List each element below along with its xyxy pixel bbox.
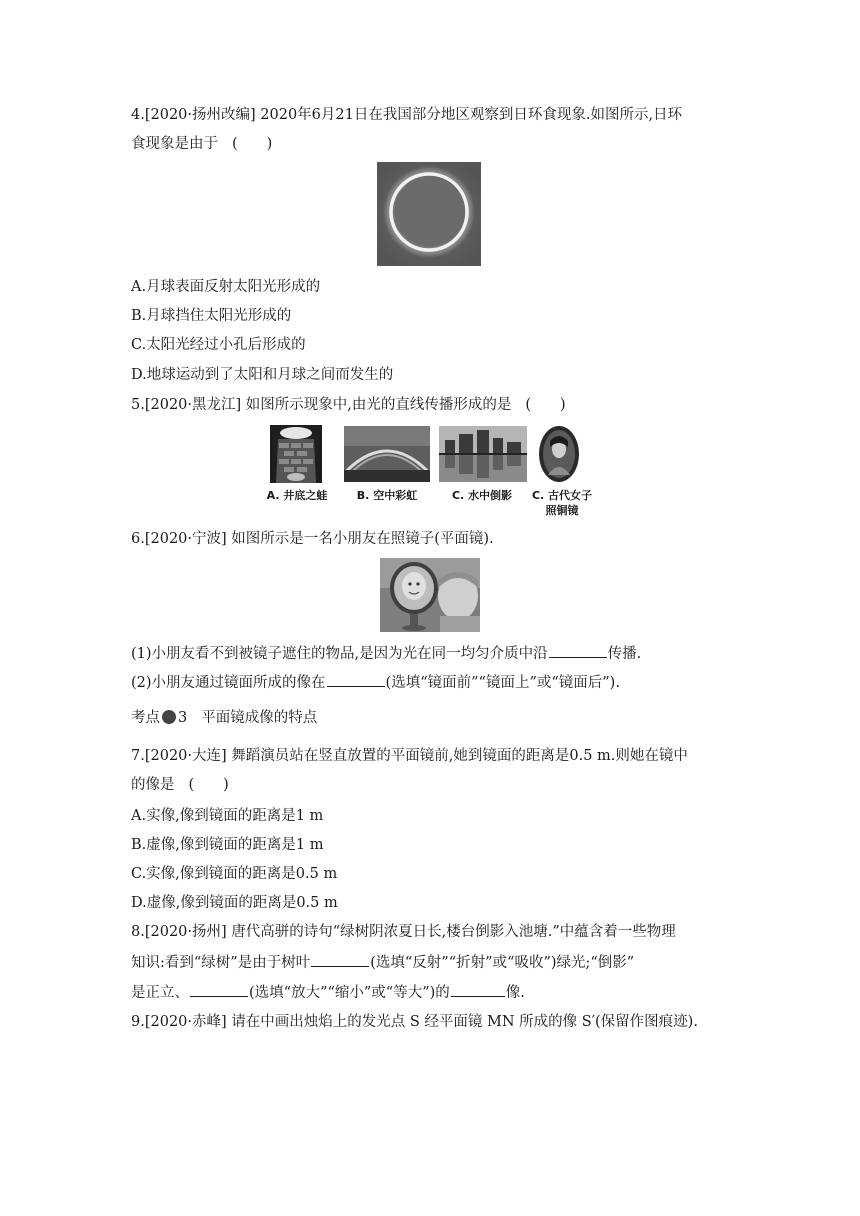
q5-stem-text: 5.[2020·黑龙江] 如图所示现象中,由光的直线传播形成的是 [131, 397, 512, 413]
q5-caption-b: B. 空中彩虹 [356, 489, 418, 502]
q9-stem: 9.[2020·赤峰] 请在中画出烛焰上的发光点 S 经平面镜 MN 所成的像 S′(保留作图痕迹). [131, 1014, 698, 1030]
q7-stem-text: 的像是 [131, 777, 175, 793]
q7-option-c: C.实像,像到镜面的距离是0.5 m [131, 866, 338, 882]
q4-option-a: A.月球表面反射太阳光形成的 [131, 279, 321, 295]
annular-eclipse-photo [377, 162, 481, 266]
q5-stem [131, 395, 566, 415]
q8-stem-line1: 8.[2020·扬州] 唐代高骈的诗句“绿树阴浓夏日长,楼台倒影入池塘.”中蕴含着一些物理 [131, 924, 676, 940]
q6-stem: 6.[2020·宁波] 如图所示是一名小朋友在照镜子(平面镜). [131, 531, 494, 547]
q5-answer-paren: ( ) [525, 397, 566, 413]
q4-stem-text: 食现象是由于 [131, 136, 218, 152]
q8-blank-2[interactable] [190, 982, 248, 997]
q4-option-b: B.月球挡住太阳光形成的 [131, 308, 292, 324]
section-bullet-icon [162, 710, 176, 724]
q6-child-mirror-photo [380, 558, 480, 632]
section-title: 平面镜成像的特点 [201, 710, 318, 726]
q6-sub1-answer-blank[interactable] [549, 643, 607, 658]
section-heading [131, 708, 317, 728]
q7-answer-paren: ( ) [188, 777, 229, 793]
q8-line3-text-mid: (选填“放大”“缩小”或“等大”)的 [249, 985, 450, 1001]
q5-caption-c: C. 水中倒影 [451, 489, 513, 502]
q7-option-d: D.虚像,像到镜面的距离是0.5 m [131, 895, 338, 911]
q4-stem-line2 [131, 134, 272, 154]
q7-option-b: B.虚像,像到镜面的距离是1 m [131, 837, 324, 853]
q4-answer-paren: ( ) [232, 136, 273, 152]
q6-sub2 [131, 672, 620, 693]
q8-stem-line3 [131, 982, 525, 1003]
q6-sub2-text-before: (2)小朋友通过镜面所成的像在 [131, 675, 326, 691]
q8-stem-line2 [131, 952, 634, 973]
q8-line3-text-after: 像. [505, 985, 525, 1001]
q5-caption-d-line2: 照铜镜 [545, 504, 579, 517]
q7-stem-line2 [131, 775, 229, 795]
q5-image-rainbow [344, 426, 430, 482]
q4-option-d: D.地球运动到了太阳和月球之间而发生的 [131, 367, 394, 383]
q8-blank-1[interactable] [311, 952, 369, 967]
q6-sub1-text-after: 传播. [607, 646, 642, 662]
q6-sub1 [131, 643, 641, 664]
q8-line3-text-before: 是正立、 [131, 985, 189, 1001]
q8-line2-text-before: 知识:看到“绿树”是由于树叶 [131, 955, 311, 971]
q5-image-water-reflection [439, 426, 527, 482]
q6-sub1-text-before: (1)小朋友看不到被镜子遮住的物品,是因为光在同一均匀介质中沿 [131, 646, 548, 662]
q5-caption-d-line1: C. 古代女子 [531, 489, 593, 502]
q6-sub2-text-after: (选填“镜面前”“镜面上”或“镜面后”). [385, 675, 620, 691]
q6-sub2-answer-blank[interactable] [327, 672, 385, 687]
section-prefix: 考点 [131, 710, 160, 726]
q8-line2-text-after: (选填“反射”“折射”或“吸收”)绿光;“倒影” [370, 955, 635, 971]
q5-image-bronze-mirror [538, 425, 580, 483]
q7-stem-line1: 7.[2020·大连] 舞蹈演员站在竖直放置的平面镜前,她到镜面的距离是0.5 m.则她在镜中 [131, 748, 688, 764]
q4-stem-line1: 4.[2020·扬州改编] 2020年6月21日在我国部分地区观察到日环食现象.如图所示,日环 [131, 107, 683, 123]
q5-image-frog-in-well [270, 425, 322, 483]
q7-option-a: A.实像,像到镜面的距离是1 m [131, 808, 324, 824]
q4-option-c: C.太阳光经过小孔后形成的 [131, 337, 306, 353]
q8-blank-3[interactable] [451, 982, 505, 997]
section-number: 3 [178, 710, 188, 726]
q5-caption-a: A. 井底之蛙 [266, 489, 328, 502]
